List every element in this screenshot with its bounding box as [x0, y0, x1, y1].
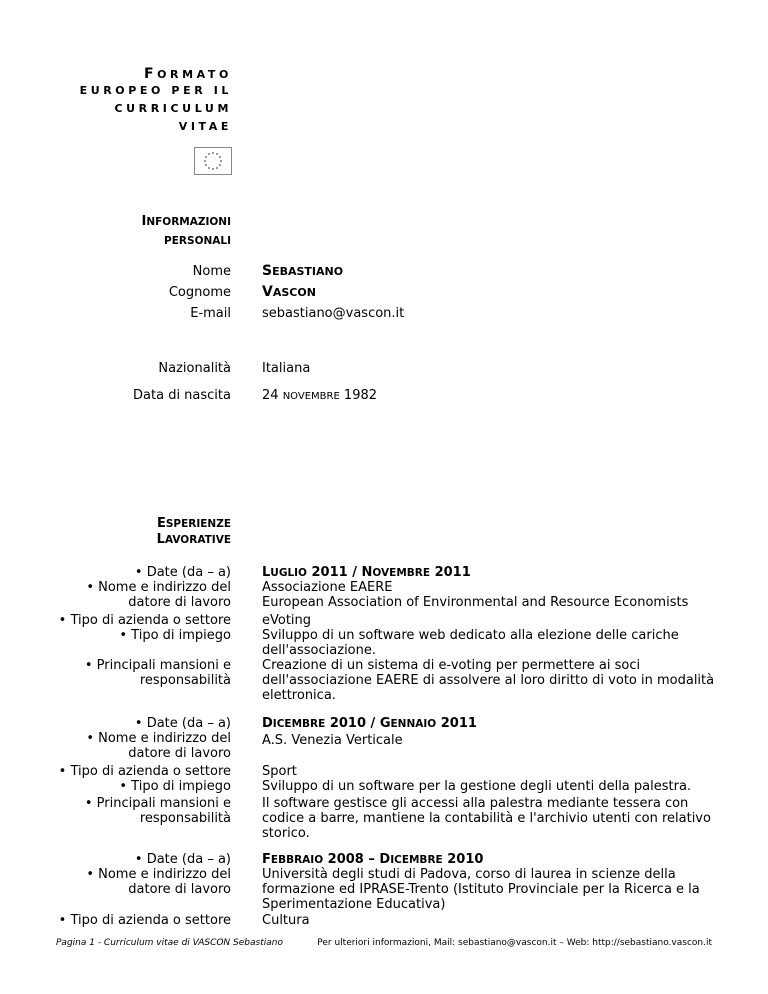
value-cognome [262, 285, 732, 300]
entry-1-employer-2: European Association of Environmental and Resource Economists [262, 595, 689, 610]
entry-2-date [262, 716, 732, 732]
label-date: • Date (da – a) [134, 852, 231, 867]
label-sector: • Tipo di azienda o settore [58, 613, 231, 628]
entry-2-employer: A.S. Venezia Verticale [262, 733, 403, 748]
date-month: ICEMBRE [390, 854, 443, 866]
value-nome [262, 264, 732, 279]
value-rest: ASCON [272, 286, 316, 299]
label-employer-2: datore di lavoro [128, 746, 231, 761]
date-month: EBBRAIO [270, 854, 324, 866]
date-year: 2011 [434, 565, 471, 580]
label-cognome: Cognome [168, 285, 231, 300]
date-year: 2011 [440, 716, 477, 731]
value-email[interactable]: sebastiano@vascon.it [262, 306, 405, 321]
heading-initial: E [156, 516, 166, 531]
entry-1-duties: Creazione di un sistema di e-voting per permettere ai soci dell'associazione EAERE di assolvere al loro diritto di voto in modalità elettronica. [262, 658, 715, 703]
entry-1-date [262, 565, 732, 581]
title-rest: ORMATO [157, 68, 232, 81]
entry-1-employer: Associazione EAERE [262, 580, 393, 595]
label-duties-2: responsabilità [139, 673, 231, 688]
date-month: ICEMBRE [272, 718, 326, 730]
date-year: 2008 – [327, 852, 375, 867]
label-employer-2: datore di lavoro [128, 595, 231, 610]
date-year: 2011 / [311, 565, 357, 580]
date-initial: D [262, 716, 273, 731]
heading-rest: AVORATIVE [164, 534, 231, 546]
date-month: OVEMBRE [372, 567, 431, 579]
label-duties-2: responsabilità [139, 811, 231, 826]
label-employer: • Nome e indirizzo del [86, 867, 231, 882]
date-month: ENNAIO [390, 718, 437, 730]
value-rest: EBASTIANO [272, 265, 344, 278]
experience-heading-2 [157, 532, 231, 547]
label-job: • Tipo di impiego [119, 779, 231, 794]
label-nazionalita: Nazionalità [158, 361, 231, 376]
value-data-nascita [262, 388, 732, 404]
footer-contact-info: Per ulteriori informazioni, Mail: sebastiano@vascon.it – Web: http://sebastiano.vascon.it [317, 938, 712, 948]
entry-1-sector: eVoting [262, 613, 312, 628]
heading-line2: PERSONALI [164, 235, 231, 247]
eu-flag-icon [194, 147, 232, 175]
entry-1-job: Sviluppo di un software web dedicato alla elezione delle cariche dell'associazione. [262, 628, 679, 658]
label-job: • Tipo di impiego [119, 628, 231, 643]
value-initial: S [262, 263, 273, 279]
entry-3-date [262, 852, 732, 868]
value-initial: V [262, 284, 273, 300]
label-email: E-mail [190, 306, 231, 321]
label-duties: • Principali mansioni e [84, 796, 231, 811]
cv-title-line-1 [144, 66, 232, 82]
date-initial: N [361, 565, 373, 580]
label-duties: • Principali mansioni e [84, 658, 231, 673]
entry-2-sector: Sport [262, 764, 297, 779]
heading-initial: I [141, 214, 147, 229]
date-year: 2010 / [329, 716, 376, 731]
birth-month: NOVEMBRE [282, 391, 340, 402]
birth-day: 24 [262, 388, 279, 403]
date-initial: G [379, 716, 391, 731]
heading-rest: NFORMAZIONI [146, 216, 231, 228]
entry-3-employer: Università degli studi di Padova, corso di laurea in scienze della formazione ed IPRASE-Trento (Istituto Provinciale per la Ricerca e la Sperimentazione Educativa) [262, 867, 700, 912]
date-initial: F [262, 852, 271, 867]
title-initial: F [143, 66, 158, 82]
value-nazionalita: Italiana [262, 361, 311, 376]
label-sector: • Tipo di azienda o settore [58, 764, 231, 779]
date-month: UGLIO [270, 567, 307, 579]
label-employer: • Nome e indirizzo del [86, 580, 231, 595]
date-initial: D [379, 852, 391, 867]
cv-title-line-4: VITAE [178, 120, 232, 133]
personal-info-heading-2 [164, 233, 231, 248]
cv-title-line-3: CURRICULUM [114, 102, 232, 115]
entry-3-sector: Cultura [262, 913, 310, 928]
personal-info-heading [141, 214, 231, 229]
experience-heading-1 [157, 516, 231, 531]
label-sector: • Tipo di azienda o settore [58, 913, 231, 928]
label-employer-2: datore di lavoro [128, 882, 231, 897]
label-employer: • Nome e indirizzo del [86, 731, 231, 746]
label-nome: Nome [192, 264, 231, 279]
date-year: 2010 [447, 852, 484, 867]
cv-title-line-2: EUROPEO PER IL [79, 84, 232, 97]
heading-rest: SPERIENZE [165, 518, 231, 530]
label-date: • Date (da – a) [134, 565, 231, 580]
label-data-nascita: Data di nascita [133, 388, 231, 403]
label-date: • Date (da – a) [134, 716, 231, 731]
footer-page-info: Pagina 1 - Curriculum vitae di VASCON Sebastiano [56, 938, 283, 948]
entry-2-job: Sviluppo di un software per la gestione degli utenti della palestra. [262, 779, 692, 794]
heading-initial: L [156, 532, 165, 547]
entry-2-duties: Il software gestisce gli accessi alla palestra mediante tessera con codice a barre, mantiene la contabilità e l'archivio utenti con relativo storico. [262, 796, 711, 841]
birth-year: 1982 [343, 388, 378, 403]
date-initial: L [262, 565, 271, 580]
